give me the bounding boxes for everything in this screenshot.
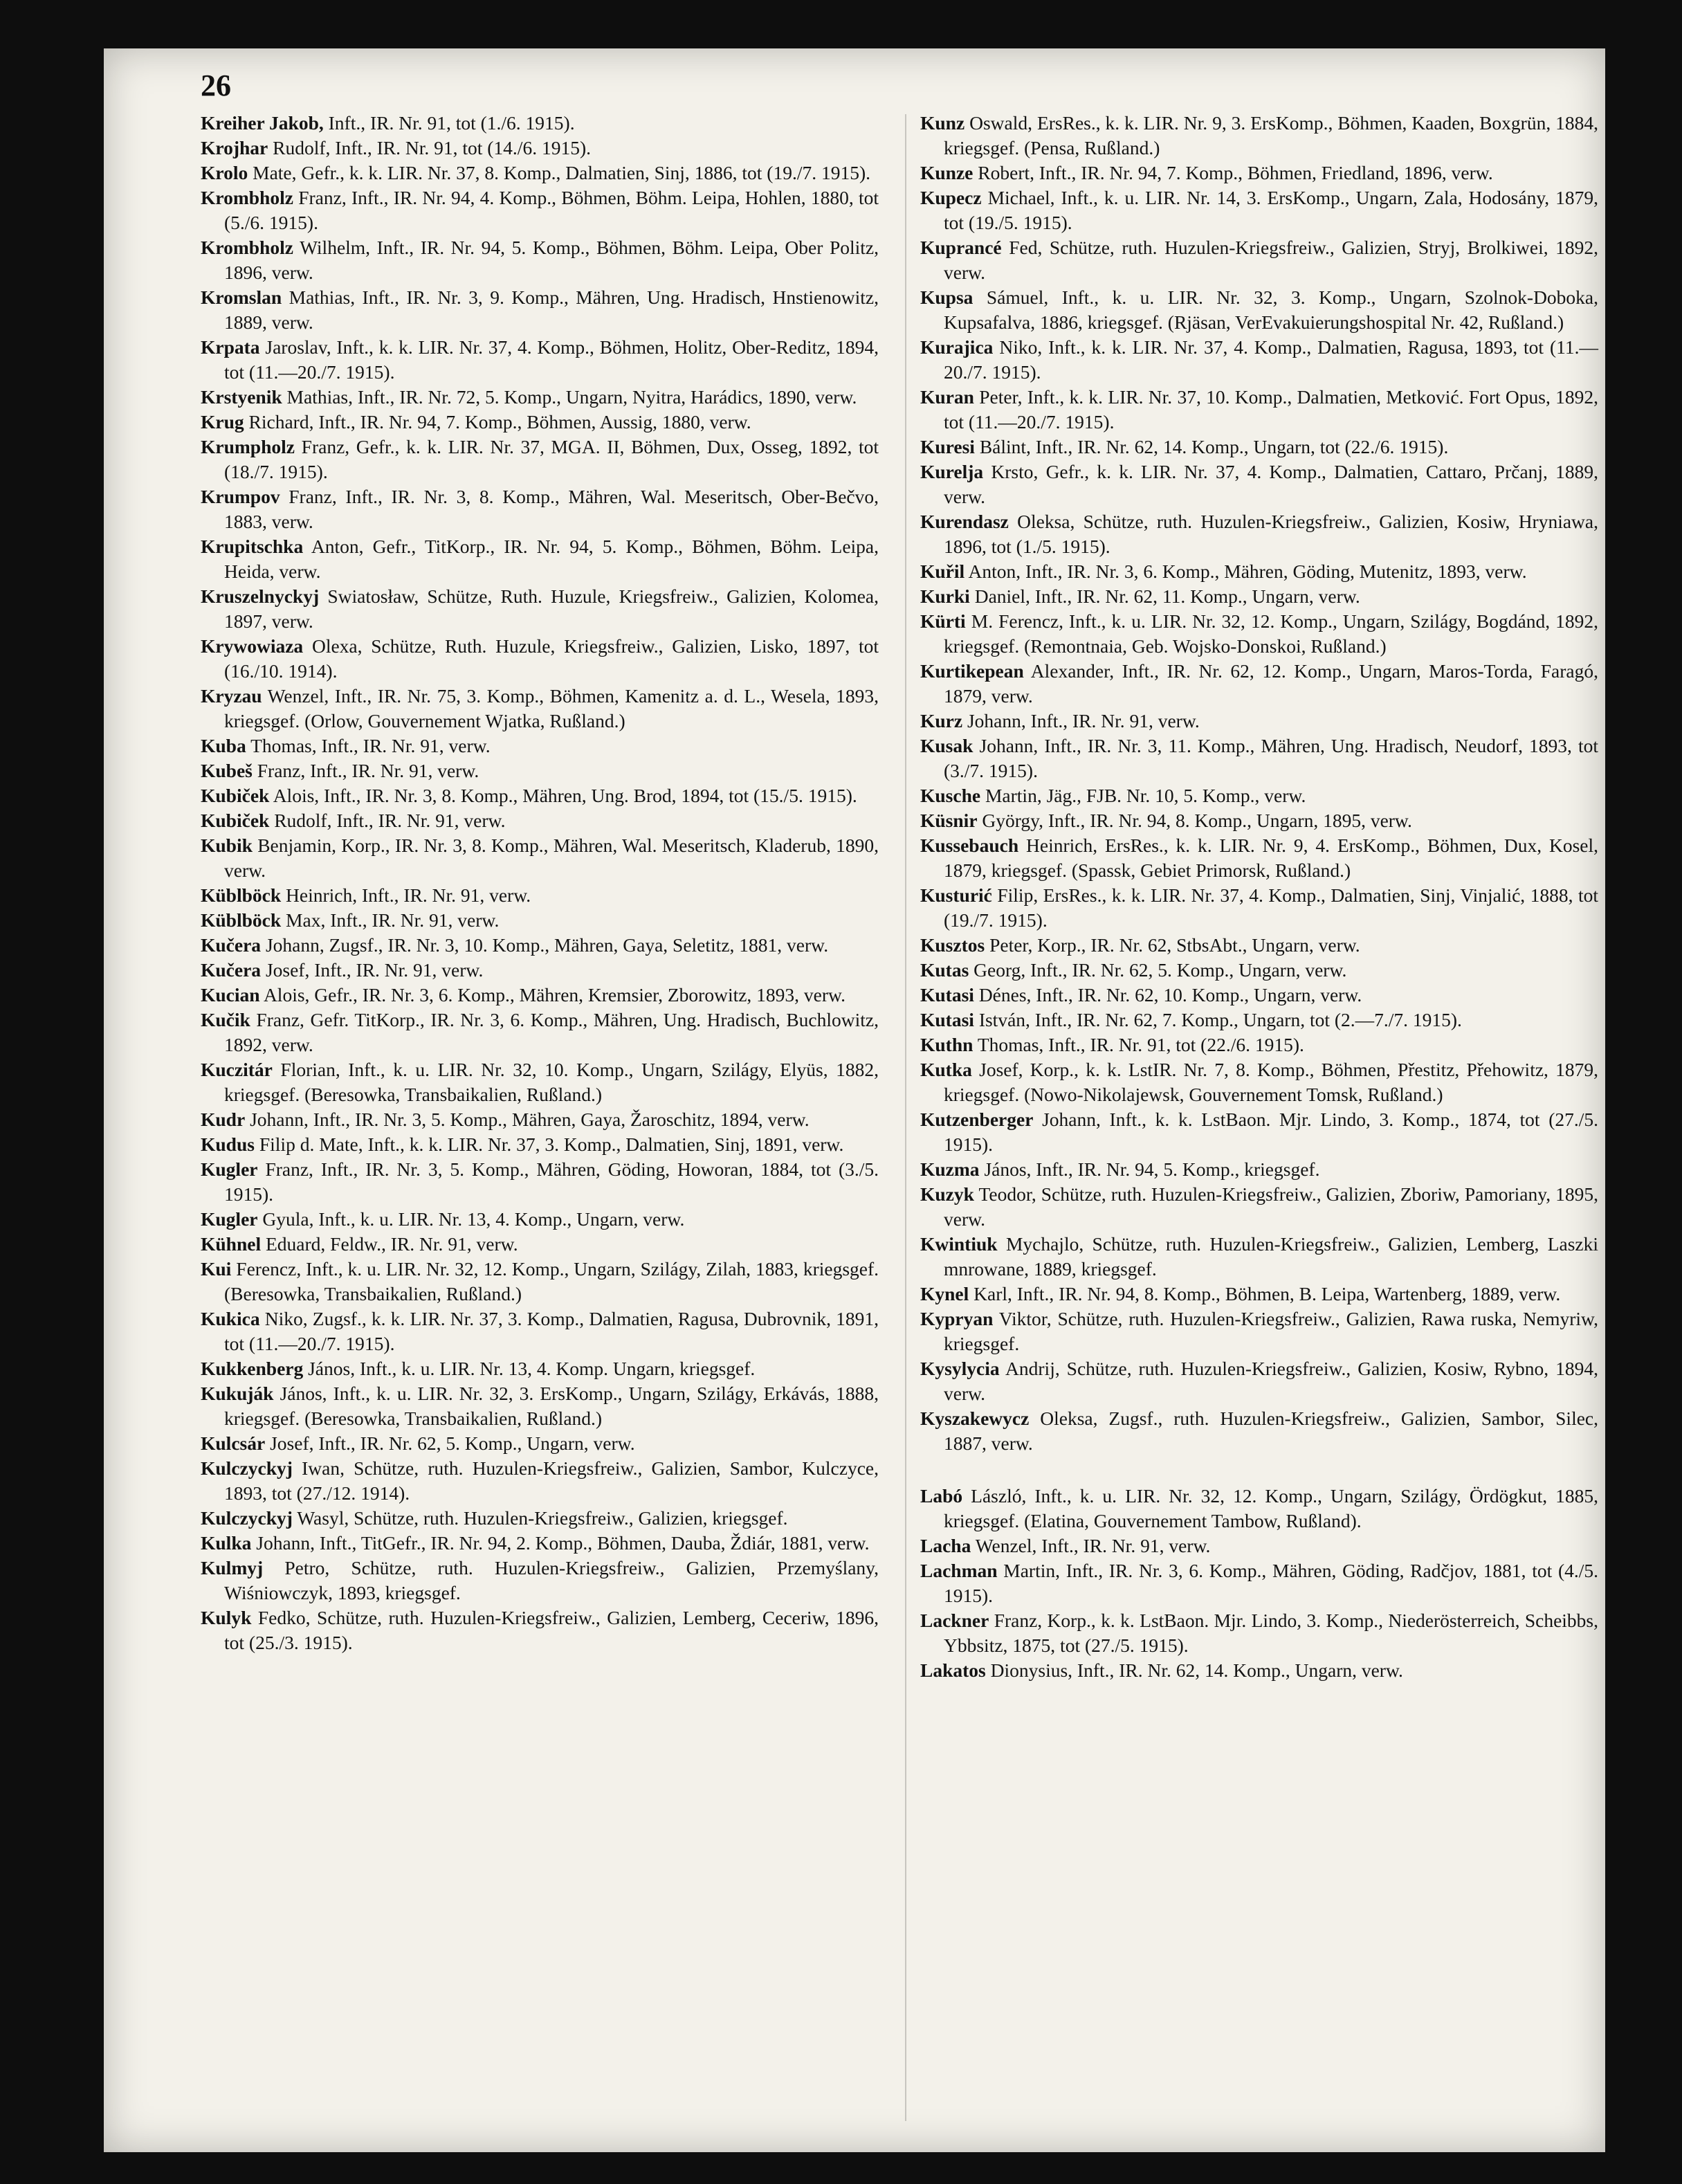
entry-surname: Kulczyckyj (201, 1457, 293, 1479)
entry-surname: Kunze (920, 162, 973, 183)
entry-details: Olexa, Schütze, Ruth. Huzule, Kriegsfreiw., Galizien, Lisko, 1897, tot (16./10. 1914). (224, 635, 879, 682)
entry-details: Robert, Inft., IR. Nr. 94, 7. Komp., Böhmen, Friedland, 1896, verw. (978, 162, 1493, 183)
entry-surname: Kyszakewycz (920, 1408, 1030, 1429)
entry-details: Johann, Inft., IR. Nr. 3, 11. Komp., Mähren, Ung. Hradisch, Neudorf, 1893, tot (3./7. 1915). (944, 735, 1598, 781)
casualty-entry (201, 734, 879, 758)
casualty-entry (920, 1534, 1598, 1558)
casualty-entry (920, 958, 1598, 983)
entry-details: Florian, Inft., k. u. LIR. Nr. 32, 10. Komp., Ungarn, Szilágy, Elyüs, 1882, kriegsgef. (Beresowka, Transbaikalien, Rußland.) (224, 1059, 879, 1105)
casualty-entry (201, 1157, 879, 1207)
casualty-entry (201, 484, 879, 534)
entry-surname: Kučera (201, 934, 262, 956)
casualty-entry (201, 111, 879, 136)
entry-surname: Kurelja (920, 461, 984, 482)
casualty-entry (920, 1307, 1598, 1356)
entry-details: Mathias, Inft., IR. Nr. 72, 5. Komp., Ungarn, Nyitra, Harádics, 1890, verw. (286, 386, 857, 408)
entry-details: Thomas, Inft., IR. Nr. 91, tot (22./6. 1915). (977, 1034, 1304, 1055)
casualty-entry (920, 435, 1598, 459)
entry-surname: Kuřil (920, 561, 965, 582)
entry-details: Franz, Inft., IR. Nr. 3, 5. Komp., Mähren, Göding, Howoran, 1884, tot (3./5. 1915). (224, 1158, 879, 1205)
entry-details: Benjamin, Korp., IR. Nr. 3, 8. Komp., Mähren, Wal. Meseritsch, Kladerub, 1890, verw. (224, 835, 879, 881)
entry-surname: Kreiher Jakob, (201, 112, 324, 134)
entry-details: Wasyl, Schütze, ruth. Huzulen-Kriegsfreiw., Galizien, kriegsgef. (297, 1507, 788, 1529)
entry-surname: Krolo (201, 162, 248, 183)
casualty-entry (201, 1057, 879, 1107)
entry-details: Mychajlo, Schütze, ruth. Huzulen-Kriegsfreiw., Galizien, Lemberg, Laszki mnrowane, 1889, kriegsgef. (944, 1233, 1599, 1280)
entry-details: Anton, Inft., IR. Nr. 3, 6. Komp., Mähren, Göding, Mutenitz, 1893, verw. (968, 561, 1527, 582)
casualty-entry (920, 1008, 1598, 1032)
entry-details: Georg, Inft., IR. Nr. 62, 5. Komp., Ungarn, verw. (973, 959, 1347, 981)
casualty-entry (920, 1032, 1598, 1057)
entry-details: Niko, Inft., k. k. LIR. Nr. 37, 4. Komp., Dalmatien, Ragusa, 1893, tot (11.—20./7. 1915). (944, 336, 1599, 383)
entry-details: Dénes, Inft., IR. Nr. 62, 10. Komp., Ungarn, verw. (978, 984, 1362, 1005)
entry-surname: Kubiček (201, 785, 270, 806)
entry-details: Fed, Schütze, ruth. Huzulen-Kriegsfreiw., Galizien, Stryj, Brolkiwei, 1892, verw. (944, 237, 1599, 283)
entry-surname: Kulyk (201, 1607, 252, 1628)
casualty-entry (201, 684, 879, 734)
entry-surname: Kühnel (201, 1233, 262, 1255)
entry-details: Johann, Inft., TitGefr., IR. Nr. 94, 2. Komp., Böhmen, Dauba, Ždiár, 1881, verw. (256, 1532, 870, 1554)
casualty-entry (920, 385, 1598, 435)
entry-surname: Kuba (201, 735, 246, 756)
entry-details: Petro, Schütze, ruth. Huzulen-Kriegsfreiw., Galizien, Przemyślany, Wiśniowczyk, 1893, kriegsgef. (224, 1557, 879, 1603)
entry-details: Franz, Inft., IR. Nr. 3, 8. Komp., Mähren, Wal. Meseritsch, Ober-Bečvo, 1883, verw. (224, 486, 879, 532)
entry-details: Oswald, ErsRes., k. k. LIR. Nr. 9, 3. ErsKomp., Böhmen, Kaaden, Boxgrün, 1884, kriegsgef. (Pensa, Rußland.) (944, 112, 1599, 158)
right-column (920, 111, 1598, 1683)
entry-details: Fedko, Schütze, ruth. Huzulen-Kriegsfreiw., Galizien, Lemberg, Ceceriw, 1896, tot (25./3. 1915). (224, 1607, 879, 1653)
entry-details: Heinrich, Inft., IR. Nr. 91, verw. (286, 884, 531, 906)
entry-surname: Lackner (920, 1610, 989, 1631)
entry-surname: Kučera (201, 959, 262, 981)
entry-details: Josef, Inft., IR. Nr. 91, verw. (265, 959, 484, 981)
casualty-entry (201, 1356, 879, 1381)
entry-surname: Kutka (920, 1059, 972, 1080)
entry-surname: Krpata (201, 336, 260, 358)
entry-details: Richard, Inft., IR. Nr. 94, 7. Komp., Böhmen, Aussig, 1880, verw. (248, 411, 751, 433)
entry-details: Mathias, Inft., IR. Nr. 3, 9. Komp., Mähren, Ung. Hradisch, Hnstienowitz, 1889, verw. (224, 286, 879, 333)
entry-surname: Kromslan (201, 286, 282, 308)
entry-surname: Kutasi (920, 984, 974, 1005)
entry-details: Franz, Gefr., k. k. LIR. Nr. 37, MGA. II, Böhmen, Dux, Osseg, 1892, tot (18./7. 1915). (224, 436, 879, 482)
casualty-entry (920, 833, 1598, 883)
entry-details: M. Ferencz, Inft., k. u. LIR. Nr. 32, 12. Komp., Ungarn, Szilágy, Bogdánd, 1892, kriegsgef. (Remontnaia, Geb. Wojsko-Donskoi, Rußland.) (944, 610, 1599, 657)
entry-surname: Labó (920, 1485, 963, 1507)
casualty-entry (201, 410, 879, 435)
casualty-entry (201, 758, 879, 783)
section-gap (920, 1456, 1598, 1484)
entry-surname: Krombholz (201, 187, 293, 208)
entry-details: Mate, Gefr., k. k. LIR. Nr. 37, 8. Komp., Dalmatien, Sinj, 1886, tot (19./7. 1915). (253, 162, 871, 183)
casualty-entry (920, 933, 1598, 958)
casualty-entry (201, 833, 879, 883)
entry-details: Josef, Inft., IR. Nr. 62, 5. Komp., Ungarn, verw. (270, 1432, 635, 1454)
casualty-entry (920, 883, 1598, 933)
entry-surname: Kryzau (201, 685, 262, 707)
casualty-entry (920, 783, 1598, 808)
entry-details: Max, Inft., IR. Nr. 91, verw. (286, 909, 500, 931)
casualty-entry (920, 734, 1598, 783)
casualty-entry (920, 1232, 1598, 1282)
entry-surname: Kuresi (920, 436, 975, 457)
casualty-entry (920, 1608, 1598, 1658)
entry-surname: Krombholz (201, 237, 293, 258)
entry-surname: Kulmyj (201, 1557, 264, 1578)
entry-surname: Kui (201, 1258, 232, 1280)
entry-details: Inft., IR. Nr. 91, tot (1./6. 1915). (328, 112, 575, 134)
column-divider (905, 114, 906, 2121)
entry-details: Johann, Zugsf., IR. Nr. 3, 10. Komp., Mähren, Gaya, Seletitz, 1881, verw. (265, 934, 829, 956)
casualty-entry (201, 883, 879, 908)
entry-details: Wenzel, Inft., IR. Nr. 91, verw. (975, 1535, 1211, 1556)
entry-surname: Kugler (201, 1208, 258, 1230)
entry-details: Johann, Inft., IR. Nr. 3, 5. Komp., Mähren, Gaya, Žaroschitz, 1894, verw. (250, 1109, 810, 1130)
entry-surname: Kudus (201, 1134, 255, 1155)
casualty-entry (201, 1531, 879, 1556)
entry-surname: Krstyenik (201, 386, 282, 408)
entry-surname: Kucian (201, 984, 260, 1005)
casualty-entry (920, 808, 1598, 833)
casualty-entry (201, 908, 879, 933)
entry-details: Oleksa, Zugsf., ruth. Huzulen-Kriegsfreiw., Galizien, Sambor, Silec, 1887, verw. (944, 1408, 1598, 1454)
entry-details: Sámuel, Inft., k. u. LIR. Nr. 32, 3. Komp., Ungarn, Szolnok-Doboka, Kupsafalva, 1886, kriegsgef. (Rjäsan, VerEvakuierungshospital Nr. 42, Rußland.) (944, 286, 1599, 333)
entry-details: György, Inft., IR. Nr. 94, 8. Komp., Ungarn, 1895, verw. (982, 810, 1412, 831)
entry-surname: Kutasi (920, 1009, 974, 1030)
entry-surname: Kukica (201, 1308, 260, 1329)
entry-details: Krsto, Gefr., k. k. LIR. Nr. 37, 4. Komp., Dalmatien, Cattaro, Prčanj, 1889, verw. (944, 461, 1599, 507)
entry-surname: Kukuják (201, 1383, 274, 1404)
entry-details: Viktor, Schütze, ruth. Huzulen-Kriegsfreiw., Galizien, Rawa ruska, Nemyriw, kriegsgef. (944, 1308, 1598, 1354)
casualty-entry (920, 111, 1598, 161)
entry-details: László, Inft., k. u. LIR. Nr. 32, 12. Komp., Ungarn, Szilágy, Ördögkut, 1885, kriegsgef. (Elatina, Gouvernement Tambow, Rußland). (944, 1485, 1599, 1531)
casualty-entry (201, 1257, 879, 1307)
entry-details: Rudolf, Inft., IR. Nr. 91, tot (14./6. 1915). (273, 137, 591, 158)
entry-surname: Kutzenberger (920, 1109, 1034, 1130)
entry-details: János, Inft., k. u. LIR. Nr. 32, 3. ErsKomp., Ungarn, Szilágy, Erkávás, 1888, kriegsgef. (Beresowka, Transbaikalien, Rußland.) (224, 1383, 879, 1429)
entry-surname: Kusche (920, 785, 981, 806)
entry-surname: Kurajica (920, 336, 994, 358)
casualty-entry (920, 1107, 1598, 1157)
casualty-entry (201, 1506, 879, 1531)
entry-surname: Kurki (920, 585, 970, 607)
entry-details: Johann, Inft., k. k. LstBaon. Mjr. Lindo, 3. Komp., 1874, tot (27./5. 1915). (944, 1109, 1598, 1155)
entry-details: Gyula, Inft., k. u. LIR. Nr. 13, 4. Komp., Ungarn, verw. (262, 1208, 685, 1230)
entry-surname: Kuzma (920, 1158, 980, 1180)
page-number: 26 (201, 69, 231, 102)
casualty-entry (920, 1658, 1598, 1683)
casualty-entry (201, 1008, 879, 1057)
entry-details: Johann, Inft., IR. Nr. 91, verw. (967, 710, 1200, 731)
entry-details: Peter, Inft., k. k. LIR. Nr. 37, 10. Komp., Dalmatien, Metković. Fort Opus, 1892, tot (11.—20./7. 1915). (944, 386, 1598, 433)
casualty-entry (201, 1107, 879, 1132)
entry-details: Heinrich, ErsRes., k. k. LIR. Nr. 9, 4. ErsKomp., Böhmen, Dux, Kosel, 1879, kriegsgef. (Spassk, Gebiet Primorsk, Rußland.) (944, 835, 1599, 881)
casualty-entry (920, 1484, 1598, 1534)
entry-surname: Kwintiuk (920, 1233, 998, 1255)
entry-details: Bálint, Inft., IR. Nr. 62, 14. Komp., Ungarn, tot (22./6. 1915). (979, 436, 1449, 457)
casualty-entry (201, 534, 879, 584)
casualty-entry (201, 285, 879, 335)
casualty-entry (201, 1456, 879, 1506)
entry-details: Niko, Zugsf., k. k. LIR. Nr. 37, 3. Komp., Dalmatien, Ragusa, Dubrovnik, 1891, tot (11.—20./7. 1915). (224, 1308, 879, 1354)
entry-details: Wilhelm, Inft., IR. Nr. 94, 5. Komp., Böhmen, Böhm. Leipa, Ober Politz, 1896, verw. (224, 237, 879, 283)
entry-details: Daniel, Inft., IR. Nr. 62, 11. Komp., Ungarn, verw. (974, 585, 1360, 607)
casualty-entry (201, 808, 879, 833)
entry-surname: Kuthn (920, 1034, 973, 1055)
casualty-entry (920, 983, 1598, 1008)
entry-surname: Kuczitár (201, 1059, 273, 1080)
casualty-entry (920, 1558, 1598, 1608)
casualty-entry (920, 235, 1598, 285)
entry-surname: Kulcsár (201, 1432, 266, 1454)
entry-details: Michael, Inft., k. u. LIR. Nr. 14, 3. ErsKomp., Ungarn, Zala, Hodosány, 1879, tot (19./5. 1915). (944, 187, 1599, 233)
entry-surname: Kruszelnyckyj (201, 585, 320, 607)
casualty-entry (201, 1307, 879, 1356)
entry-details: Martin, Jäg., FJB. Nr. 10, 5. Komp., verw. (985, 785, 1306, 806)
entry-surname: Kusak (920, 735, 973, 756)
entry-details: Dionysius, Inft., IR. Nr. 62, 14. Komp., Ungarn, verw. (990, 1659, 1403, 1681)
entry-surname: Kürti (920, 610, 966, 632)
casualty-entry (920, 709, 1598, 734)
casualty-entry (920, 1282, 1598, 1307)
entry-details: Eduard, Feldw., IR. Nr. 91, verw. (266, 1233, 518, 1255)
entry-surname: Lachman (920, 1560, 998, 1581)
entry-details: Thomas, Inft., IR. Nr. 91, verw. (250, 735, 491, 756)
entry-details: Swiatosław, Schütze, Ruth. Huzule, Kriegsfreiw., Galizien, Kolomea, 1897, verw. (224, 585, 879, 632)
entry-surname: Kugler (201, 1158, 258, 1180)
entry-surname: Kubiček (201, 810, 270, 831)
casualty-entry (201, 983, 879, 1008)
entry-surname: Krug (201, 411, 244, 433)
casualty-entry (201, 161, 879, 185)
casualty-entry (920, 161, 1598, 185)
entry-details: Iwan, Schütze, ruth. Huzulen-Kriegsfreiw., Galizien, Sambor, Kulczyce, 1893, tot (27./12. 1914). (224, 1457, 879, 1504)
entry-details: Karl, Inft., IR. Nr. 94, 8. Komp., Böhmen, B. Leipa, Wartenberg, 1889, verw. (973, 1283, 1561, 1304)
casualty-entry (201, 1605, 879, 1655)
casualty-entry (920, 335, 1598, 385)
entry-details: Peter, Korp., IR. Nr. 62, StbsAbt., Ungarn, verw. (989, 934, 1360, 956)
casualty-entry (201, 136, 879, 161)
entry-surname: Kupecz (920, 187, 982, 208)
casualty-entry (920, 1157, 1598, 1182)
casualty-entry (201, 185, 879, 235)
entry-surname: Kurtikepean (920, 660, 1024, 682)
entry-surname: Krupitschka (201, 536, 304, 557)
entry-details: István, Inft., IR. Nr. 62, 7. Komp., Ungarn, tot (2.—7./7. 1915). (978, 1009, 1462, 1030)
entry-details: Franz, Gefr. TitKorp., IR. Nr. 3, 6. Komp., Mähren, Ung. Hradisch, Buchlowitz, 1892, verw. (224, 1009, 879, 1055)
casualty-entry (920, 559, 1598, 584)
entry-details: János, Inft., IR. Nr. 94, 5. Komp., kriegsgef. (984, 1158, 1320, 1180)
casualty-entry (201, 584, 879, 634)
entry-surname: Kupsa (920, 286, 973, 308)
entry-surname: Kusturić (920, 884, 992, 906)
entry-surname: Küblböck (201, 884, 282, 906)
entry-details: Filip, ErsRes., k. k. LIR. Nr. 37, 4. Komp., Dalmatien, Sinj, Vinjalić, 1888, tot (19./7. 1915). (944, 884, 1599, 931)
entry-surname: Kynel (920, 1283, 969, 1304)
entry-details: Oleksa, Schütze, ruth. Huzulen-Kriegsfreiw., Galizien, Kosiw, Hryniawa, 1896, tot (1./5. 1915). (944, 511, 1599, 557)
casualty-entry (201, 335, 879, 385)
entry-surname: Kussebauch (920, 835, 1019, 856)
document-page (104, 48, 1605, 2152)
entry-surname: Küblböck (201, 909, 282, 931)
entry-surname: Kučik (201, 1009, 250, 1030)
casualty-entry (920, 509, 1598, 559)
casualty-entry (201, 634, 879, 684)
casualty-entry (201, 435, 879, 484)
casualty-entry (201, 1431, 879, 1456)
entry-details: Filip d. Mate, Inft., k. k. LIR. Nr. 37, 3. Komp., Dalmatien, Sinj, 1891, verw. (259, 1134, 844, 1155)
casualty-entry (201, 783, 879, 808)
entry-surname: Kuran (920, 386, 974, 408)
casualty-entry (201, 1381, 879, 1431)
entry-details: Teodor, Schütze, ruth. Huzulen-Kriegsfreiw., Galizien, Zboriw, Pamoriany, 1895, verw. (944, 1183, 1598, 1230)
casualty-entry (920, 1356, 1598, 1406)
entry-surname: Lakatos (920, 1659, 986, 1681)
casualty-entry (920, 609, 1598, 659)
entry-surname: Krumpholz (201, 436, 295, 457)
entry-surname: Kusztos (920, 934, 985, 956)
entry-details: Rudolf, Inft., IR. Nr. 91, verw. (274, 810, 506, 831)
entry-surname: Kunz (920, 112, 965, 134)
entry-surname: Krumpov (201, 486, 280, 507)
entry-details: Franz, Korp., k. k. LstBaon. Mjr. Lindo, 3. Komp., Niederösterreich, Scheibbs, Ybbsitz, 1875, tot (27./5. 1915). (944, 1610, 1599, 1656)
entry-details: Alois, Inft., IR. Nr. 3, 8. Komp., Mähren, Ung. Brod, 1894, tot (15./5. 1915). (273, 785, 857, 806)
entry-surname: Krywowiaza (201, 635, 304, 657)
entry-surname: Kubik (201, 835, 253, 856)
entry-surname: Kysylycia (920, 1358, 1000, 1379)
entry-details: Ferencz, Inft., k. u. LIR. Nr. 32, 12. Komp., Ungarn, Szilágy, Zilah, 1883, kriegsgef. (Beresowka, Transbaikalien, Rußland.) (224, 1258, 879, 1304)
casualty-entry (920, 584, 1598, 609)
entry-details: Jaroslav, Inft., k. k. LIR. Nr. 37, 4. Komp., Böhmen, Holitz, Ober-Reditz, 1894, tot (11.—20./7. 1915). (224, 336, 879, 383)
entry-details: Wenzel, Inft., IR. Nr. 75, 3. Komp., Böhmen, Kamenitz a. d. L., Wesela, 1893, kriegsgef. (Orlow, Gouvernement Wjatka, Rußland.) (224, 685, 879, 731)
entry-surname: Kutas (920, 959, 969, 981)
entry-surname: Kulka (201, 1532, 252, 1554)
entry-surname: Kulczyckyj (201, 1507, 293, 1529)
casualty-entry (920, 1406, 1598, 1456)
entry-details: Josef, Korp., k. k. LstIR. Nr. 7, 8. Komp., Böhmen, Přestitz, Přehowitz, 1879, kriegsgef. (Nowo-Nikolajewsk, Gouvernement Tomsk, Rußland.) (944, 1059, 1599, 1105)
casualty-entry (201, 1207, 879, 1232)
entry-surname: Kuzyk (920, 1183, 974, 1205)
entry-surname: Küsnir (920, 810, 978, 831)
casualty-entry (201, 1232, 879, 1257)
casualty-entry (201, 235, 879, 285)
entry-surname: Kypryan (920, 1308, 994, 1329)
casualty-entry (201, 385, 879, 410)
entry-details: Anton, Gefr., TitKorp., IR. Nr. 94, 5. Komp., Böhmen, Böhm. Leipa, Heida, verw. (224, 536, 879, 582)
entry-details: Alois, Gefr., IR. Nr. 3, 6. Komp., Mähren, Kremsier, Zborowitz, 1893, verw. (263, 984, 845, 1005)
entry-surname: Kudr (201, 1109, 246, 1130)
casualty-entry (920, 1057, 1598, 1107)
entry-surname: Kubeš (201, 760, 253, 781)
entry-surname: Kuprancé (920, 237, 1002, 258)
entry-details: Andrij, Schütze, ruth. Huzulen-Kriegsfreiw., Galizien, Kosiw, Rybno, 1894, verw. (944, 1358, 1598, 1404)
entry-surname: Kukkenberg (201, 1358, 304, 1379)
entry-surname: Lacha (920, 1535, 971, 1556)
casualty-entry (201, 958, 879, 983)
entry-surname: Kurendasz (920, 511, 1009, 532)
casualty-entry (201, 1132, 879, 1157)
casualty-entry (920, 659, 1598, 709)
casualty-entry (920, 459, 1598, 509)
entry-details: János, Inft., k. u. LIR. Nr. 13, 4. Komp. Ungarn, kriegsgef. (308, 1358, 756, 1379)
entry-details: Martin, Inft., IR. Nr. 3, 6. Komp., Mähren, Göding, Radčjov, 1881, tot (4./5. 1915). (944, 1560, 1598, 1606)
casualty-entry (920, 1182, 1598, 1232)
entry-details: Alexander, Inft., IR. Nr. 62, 12. Komp., Ungarn, Maros-Torda, Faragó, 1879, verw. (944, 660, 1599, 707)
casualty-entry (920, 185, 1598, 235)
casualty-entry (920, 285, 1598, 335)
entry-details: Franz, Inft., IR. Nr. 94, 4. Komp., Böhmen, Böhm. Leipa, Hohlen, 1880, tot (5./6. 1915). (224, 187, 879, 233)
entry-surname: Kurz (920, 710, 963, 731)
casualty-entry (201, 933, 879, 958)
left-column (201, 111, 879, 1655)
entry-surname: Krojhar (201, 137, 268, 158)
entry-details: Franz, Inft., IR. Nr. 91, verw. (257, 760, 479, 781)
casualty-entry (201, 1556, 879, 1605)
